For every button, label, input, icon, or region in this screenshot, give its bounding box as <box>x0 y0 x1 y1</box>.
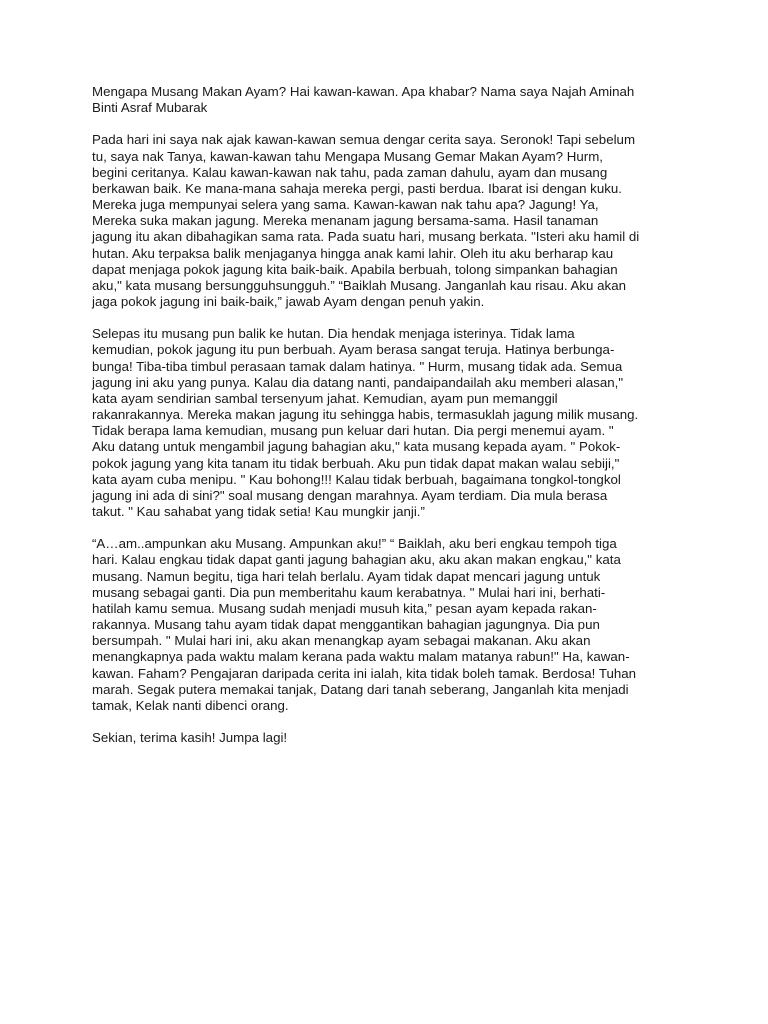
text-line: Mengapa Musang Makan Ayam? Hai kawan-kawan. Apa khabar? Nama saya Najah Aminah <box>92 84 635 99</box>
text-line: dapat menjaga pokok jagung kita baik-baik. Apabila berbuah, tolong simpankan bahagian <box>92 261 618 277</box>
text-line: hutan. Aku terpaksa balik menjaganya hingga anak kami lahir. Oleh itu aku berharap kau <box>92 245 614 261</box>
text-line: berkawan baik. Ke mana-mana sahaja mereka pergi, pasti berdua. Ibarat isi dengan kuku. <box>92 180 622 196</box>
text-line: kata ayam cuba menipu. " Kau bohong!!! Kalau tidak berbuah, bagaimana tongkol-tongkol <box>92 471 621 487</box>
story-paragraph <box>92 132 678 310</box>
text-line: rakannya. Musang tahu ayam tidak dapat menggantikan bahagian jagungnya. Dia pun <box>92 617 600 633</box>
text-line: pokok jagung yang kita tanam itu tidak berbuah. Aku pun tidak dapat makan walau sebiji," <box>92 455 620 471</box>
story-paragraph <box>92 730 678 746</box>
text-line: Binti Asraf Mubarak <box>92 100 208 116</box>
text-line: tamak, Kelak nanti dibenci orang. <box>92 697 289 713</box>
document-body <box>92 84 678 762</box>
text-line: Mereka juga mempunyai selera yang sama. Kawan-kawan nak tahu apa? Jagung! Ya, <box>92 197 599 213</box>
text-line: Selepas itu musang pun balik ke hutan. Dia hendak menjaga isterinya. Tidak lama <box>92 326 575 342</box>
text-line: Pada hari ini saya nak ajak kawan-kawan semua dengar cerita saya. Seronok! Tapi sebelum <box>92 132 636 148</box>
text-line: hari. Kalau engkau tidak dapat ganti jagung bahagian aku, aku akan makan engkau," kata <box>92 552 621 568</box>
text-line: takut. " Kau sahabat yang tidak setia! Kau mungkir janji.” <box>92 504 425 520</box>
text-line: bersumpah. " Mulai hari ini, aku akan menangkap ayam sebagai makanan. Aku akan <box>92 633 591 649</box>
text-line: jagung itu akan dibahagikan sama rata. Pada suatu hari, musang berkata. "Isteri aku hamil di <box>92 229 640 245</box>
text-line: kawan. Faham? Pengajaran daripada cerita ini ialah, kita tidak boleh tamak. Berdosa! Tuhan <box>92 665 637 681</box>
text-line: musang sebagai ganti. Dia pun memberitahu kaum kerabatnya. " Mulai hari ini, berhati- <box>92 584 606 600</box>
text-line: Tidak berapa lama kemudian, musang pun keluar dari hutan. Dia pergi menemui ayam. " <box>92 423 614 439</box>
text-line: Sekian, terima kasih! Jumpa lagi! <box>92 730 288 746</box>
text-line: jagung ini ada di sini?" soal musang dengan marahnya. Ayam terdiam. Dia mula berasa <box>92 487 608 503</box>
text-line: kemudian, pokok jagung itu pun berbuah. Ayam berasa sangat teruja. Hatinya berbunga- <box>92 342 615 358</box>
story-paragraph <box>92 326 678 520</box>
text-line: kata ayam sendirian sambal tersenyum jahat. Kemudian, ayam pun memanggil <box>92 390 558 406</box>
text-line: jagung ini aku yang punya. Kalau dia datang nanti, pandaipandailah aku memberi alasan," <box>92 374 624 390</box>
text-line: bunga! Tiba-tiba timbul perasaan tamak dalam hatinya. " Hurm, musang tidak ada. Semua <box>92 358 623 374</box>
text-line: “A…am..ampunkan aku Musang. Ampunkan aku!” “ Baiklah, aku beri engkau tempoh tiga <box>92 536 617 552</box>
text-line: hatilah kamu semua. Musang sudah menjadi musuh kita,” pesan ayam kepada rakan- <box>92 600 597 616</box>
text-line: musang. Namun begitu, tiga hari telah berlalu. Ayam tidak dapat mencari jagung untuk <box>92 568 601 584</box>
text-line: begini ceritanya. Kalau kawan-kawan nak tahu, pada zaman dahulu, ayam dan musang <box>92 164 608 180</box>
text-line: rakanrakannya. Mereka makan jagung itu sehingga habis, termasuklah jagung milik musang. <box>92 407 639 423</box>
text-line: marah. Segak putera memakai tanjak, Datang dari tanah seberang, Janganlah kita menjadi <box>92 681 629 697</box>
text-line: menangkapnya pada waktu malam kerana pada waktu malam matanya rabun!" Ha, kawan- <box>92 649 630 665</box>
document-title-paragraph <box>92 84 678 116</box>
text-line: aku," kata musang bersungguhsungguh.” “Baiklah Musang. Janganlah kau risau. Aku akan <box>92 277 626 293</box>
text-line: Aku datang untuk mengambil jagung bahagian aku," kata musang kepada ayam. " Pokok- <box>92 439 621 455</box>
story-paragraph <box>92 536 678 714</box>
text-line: tu, saya nak Tanya, kawan-kawan tahu Mengapa Musang Gemar Makan Ayam? Hurm, <box>92 148 603 164</box>
text-line: jaga pokok jagung ini baik-baik,” jawab Ayam dengan penuh yakin. <box>92 294 485 310</box>
text-line: Mereka suka makan jagung. Mereka menanam jagung bersama-sama. Hasil tanaman <box>92 213 599 229</box>
